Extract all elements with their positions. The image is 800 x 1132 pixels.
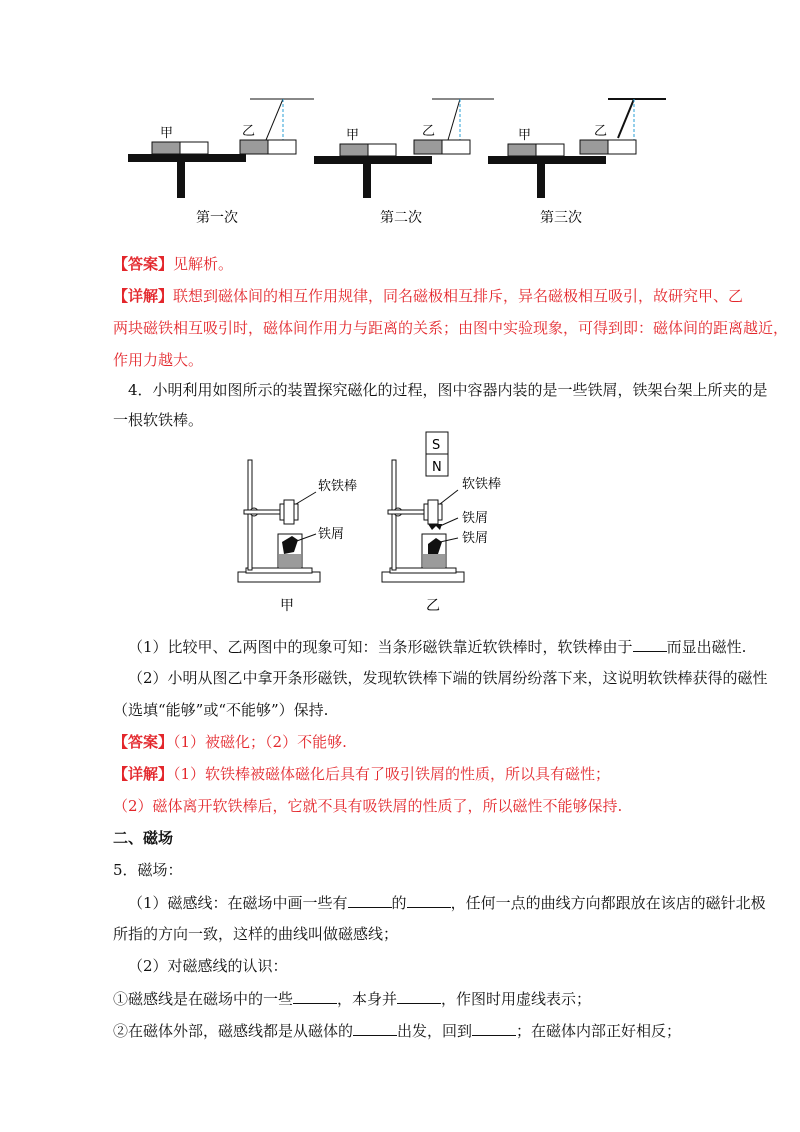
q4-sub-1-text-b: 而显出磁性. <box>666 638 747 656</box>
blank[interactable] <box>407 892 451 908</box>
blank[interactable] <box>353 1020 397 1036</box>
answer-tag: 【答案】 <box>113 255 174 273</box>
magnetization-figure <box>232 430 522 620</box>
label-jia: 甲 <box>518 128 532 143</box>
q5-sub-1-line-2: 所指的方向一致，这样的曲线叫做磁感线； <box>113 925 399 943</box>
label-yi: 乙 <box>422 124 436 139</box>
detail-1-line-2: 两块磁铁相互吸引时，磁体间作用力与距离的关系；由图中实验现象，可得到即：磁体间的距离越近， <box>113 319 789 337</box>
q5-title: 5．磁场： <box>113 861 183 879</box>
caption-yi: 乙 <box>426 598 440 614</box>
caption-second: 第二次 <box>380 210 422 226</box>
q5-i2-text-c: ；在磁体内部正好相反； <box>516 1022 682 1040</box>
experiment-3 <box>488 99 666 198</box>
detail-tag: 【详解】 <box>113 765 174 783</box>
filings-label-right-2: 铁屑 <box>462 531 489 546</box>
experiment-1 <box>128 99 314 198</box>
magnet-n: N <box>432 460 442 475</box>
rod-label-right: 软铁棒 <box>462 477 502 492</box>
caption-jia: 甲 <box>280 598 294 614</box>
detail-text: （1）软铁棒被磁体磁化后具有了吸引铁屑的性质，所以具有磁性； <box>173 765 611 783</box>
filings-label-left: 铁屑 <box>318 527 345 542</box>
q5-item-2 <box>113 1020 681 1041</box>
q4-sub-2-line-1: （2）小明从图乙中拿开条形磁铁，发现软铁棒下端的铁屑纷纷落下来，这说明软铁棒获得的磁性 <box>128 669 768 687</box>
label-jia: 甲 <box>346 128 360 143</box>
label-jia: 甲 <box>160 126 174 141</box>
answer-text: 见解析。 <box>173 255 234 273</box>
q5-i1-text-a: ①磁感线是在磁场中的一些 <box>113 990 294 1008</box>
detail-text: 联想到磁体间的相互作用规律，同名磁极相互排斥，异名磁极相互吸引，故研究甲、乙 <box>173 287 744 305</box>
blank[interactable] <box>293 988 337 1004</box>
q5-i2-text-b: 出发，回到 <box>397 1022 473 1040</box>
q4-sub-2-line-2: （选填“能够”或“不能够”）保持. <box>113 701 329 719</box>
magnet-attraction-figure <box>120 88 680 238</box>
answer-text: （1）被磁化；（2）不能够. <box>173 733 347 751</box>
apparatus-jia <box>238 460 357 614</box>
detail-tag: 【详解】 <box>113 287 174 305</box>
section-heading: 二、磁场 <box>113 829 174 847</box>
detail-2-line-2: （2）磁体离开软铁棒后，它就不具有吸铁屑的性质了，所以磁性不能够保持. <box>113 797 623 815</box>
answer-tag: 【答案】 <box>113 733 174 751</box>
q5-i1-text-c: ，作图时用虚线表示； <box>441 990 592 1008</box>
q5-s1-text-b: 的 <box>391 894 407 912</box>
q4-line-1: 4．小明利用如图所示的装置探究磁化的过程，图中容器内装的是一些铁屑，铁架台架上所夹的是 <box>128 381 768 399</box>
answer-2 <box>113 732 347 752</box>
q5-s1-text-a: （1）磁感线：在磁场中画一些有 <box>128 894 348 912</box>
label-yi: 乙 <box>242 124 256 139</box>
caption-first: 第一次 <box>196 210 238 226</box>
q4-line-2: 一根软铁棒。 <box>113 411 204 429</box>
caption-third: 第三次 <box>540 210 582 226</box>
rod-label-left: 软铁棒 <box>318 479 358 494</box>
blank[interactable] <box>397 988 441 1004</box>
q5-item-1 <box>113 988 591 1009</box>
blank[interactable] <box>633 636 667 652</box>
q5-sub-2: （2）对磁感线的认识： <box>128 957 288 975</box>
q5-i2-text-a: ②在磁体外部，磁感线都是从磁体的 <box>113 1022 354 1040</box>
filings-label-right-1: 铁屑 <box>462 511 489 526</box>
blank[interactable] <box>472 1020 516 1036</box>
q5-s1-text-c: ，任何一点的曲线方向都跟放在该店的磁针北极 <box>450 894 766 912</box>
detail-2-line-1 <box>113 764 610 784</box>
q4-sub-1 <box>128 636 746 657</box>
answer-1 <box>113 254 233 274</box>
apparatus-yi <box>382 432 501 614</box>
blank[interactable] <box>348 892 392 908</box>
q5-i1-text-b: ，本身并 <box>337 990 398 1008</box>
detail-1-line-1 <box>113 286 743 306</box>
q5-sub-1-line-1 <box>128 892 766 913</box>
q4-sub-1-text-a: （1）比较甲、乙两图中的现象可知：当条形磁铁靠近软铁棒时，软铁棒由于 <box>128 638 633 656</box>
experiment-2 <box>314 99 494 198</box>
detail-1-line-3: 作用力越大。 <box>113 351 204 369</box>
magnet-s: S <box>432 438 441 453</box>
label-yi: 乙 <box>594 124 608 139</box>
